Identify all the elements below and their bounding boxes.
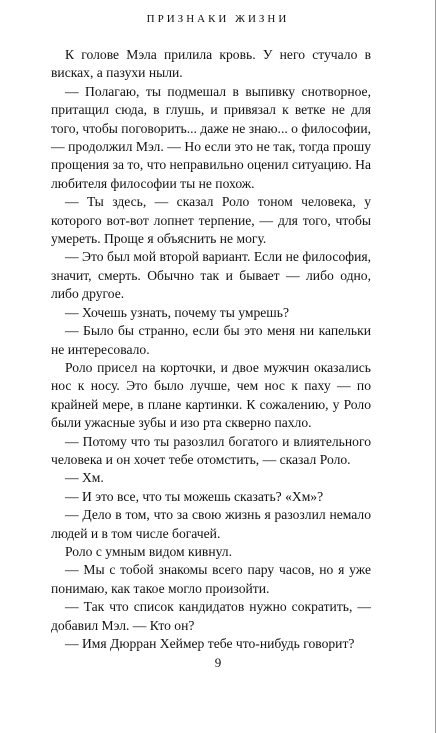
paragraph: К голове Мэла прилила кровь. У него стучало в висках, а пазухи ныли. bbox=[51, 47, 371, 81]
paragraph: — Дело в том, что за свою жизнь я разозлил немало людей и в том числе богачей. bbox=[51, 507, 371, 541]
paragraph: — И это все, что ты можешь сказать? «Хм»? bbox=[65, 488, 324, 504]
paragraph: — Было бы странно, если бы это меня ни капельки не интересовало. bbox=[51, 323, 371, 357]
paragraph: Роло с умным видом кивнул. bbox=[65, 543, 232, 559]
paragraph: — Это был мой второй вариант. Если не философия, значит, смерть. Обычно так и бывает — либо одно, либо другое. bbox=[51, 249, 371, 302]
paragraph: — Хочешь узнать, почему ты умрешь? bbox=[65, 304, 290, 320]
paragraph: — Так что список кандидатов нужно сократить, — добавил Мэл. — Кто он? bbox=[51, 599, 371, 633]
running-header: ПРИЗНАКИ ЖИЗНИ bbox=[146, 13, 290, 25]
page-number: 9 bbox=[214, 655, 222, 670]
paragraph: — Потому что ты разозлил богатого и влиятельного человека и он хочет тебе отомстить, — сказал Роло. bbox=[51, 433, 371, 467]
paragraph: — Мы с тобой знакомы всего пару часов, но я уже понимаю, как такое могло произойти. bbox=[51, 562, 371, 596]
paragraph: — Хм. bbox=[65, 470, 104, 486]
paragraph: — Полагаю, ты подмешал в выпивку снотворное, притащил сюда, в глушь, и привязал к ветке не для того, чтобы поговорить... даже не знаю... о философии, — продолжил Мэл. — Но если это не так, тогда прошу прощения за то, что неправильно оценил ситуацию. На любителя философии ты не похож. bbox=[51, 83, 371, 191]
paragraph: Роло присел на корточки, и двое мужчин оказались нос к носу. Это было лучше, чем нос к паху — по крайней мере, в плане картинки. К сожалению, у Роло были ужасные зубы и изо рта скверно пахло. bbox=[51, 359, 371, 431]
paragraph: — Ты здесь, — сказал Роло тоном человека, у которого вот-вот лопнет терпение, — для того, чтобы умереть. Проще я объяснить не могу. bbox=[51, 194, 371, 247]
body-text bbox=[51, 46, 371, 653]
paragraph: — Имя Дюрран Хеймер тебе что-нибудь говорит? bbox=[65, 636, 355, 651]
